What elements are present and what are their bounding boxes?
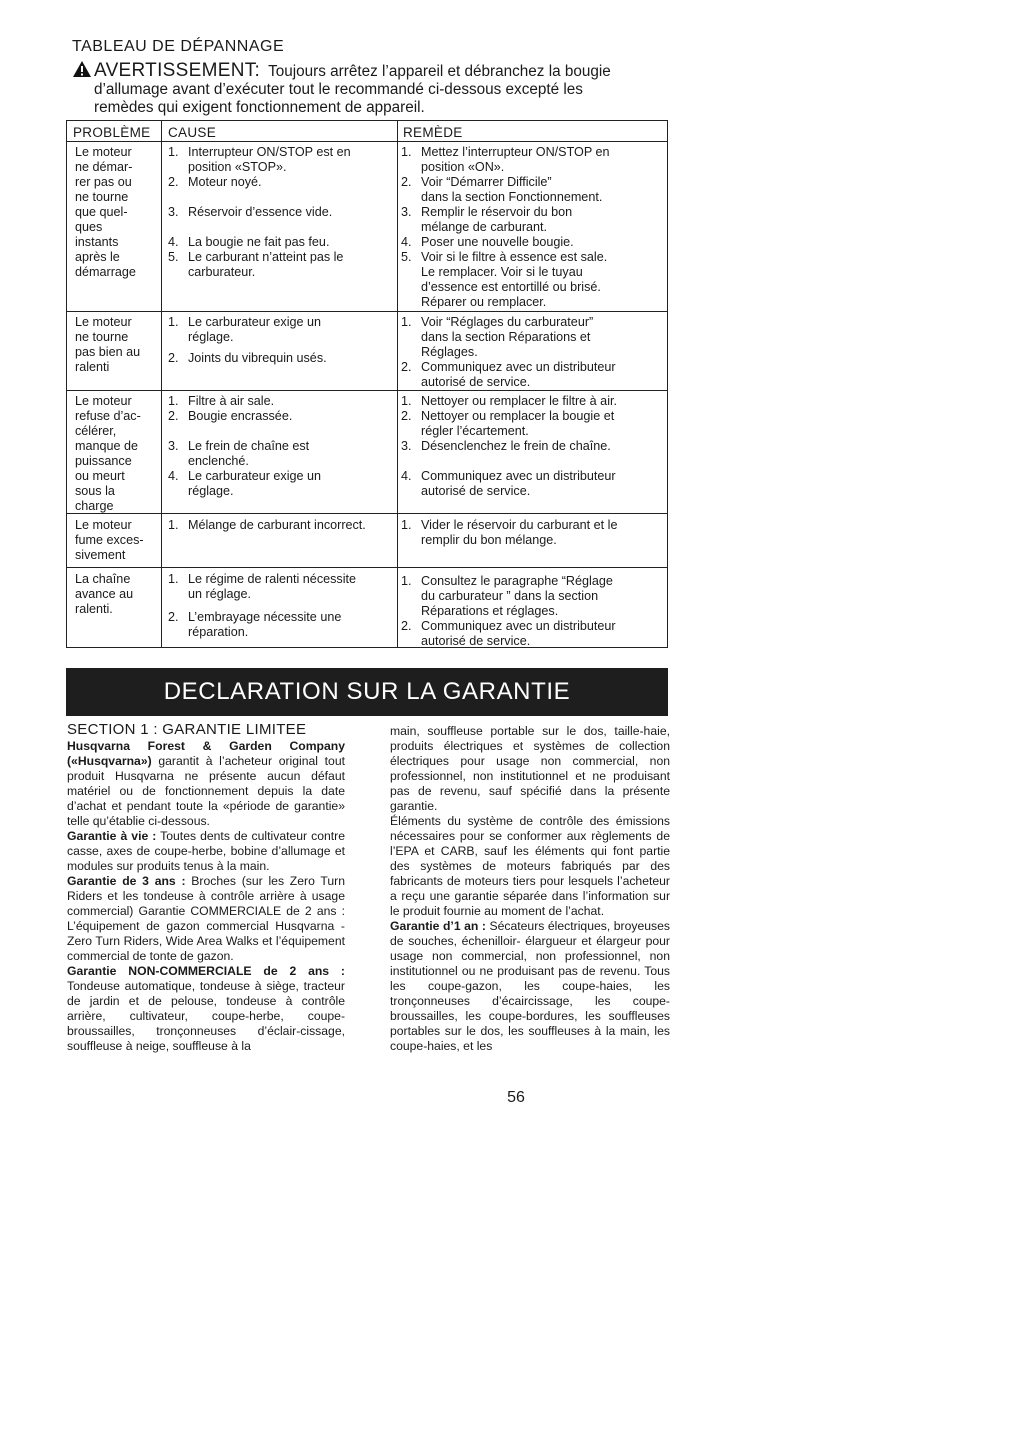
- row-divider: [67, 141, 667, 142]
- row-divider: [67, 567, 667, 568]
- row-divider: [67, 513, 667, 514]
- troubleshooting-table: [66, 120, 668, 648]
- remedy-list: [401, 145, 663, 310]
- list-item: 2. Communiquez avec un distributeur autorisé de service.: [401, 619, 616, 648]
- row-divider: [67, 311, 667, 312]
- list-item: 2. L’embrayage nécessite une réparation.: [168, 610, 342, 639]
- column-divider: [397, 121, 398, 647]
- warranty-paragraph: Garantie NON-COMMERCIALE de 2 ans : Tondeuse automatique, tondeuse à siège, tracteur de jardin et de pelouse, tondeuse à contrôle arrière, cultivateur, coupe-herbe, coupe-broussailles, tronçonneuses d’éclair-cissage, souffleuse à neige, souffleuse à la: [67, 964, 345, 1053]
- list-item: 4. Le carburateur exige un réglage.: [168, 469, 322, 498]
- list-item: 2. Nettoyer ou remplacer la bougie et régler l’écartement.: [401, 409, 615, 438]
- problem-cell: Le moteur fume exces- sivement: [75, 518, 144, 562]
- list-item: 1. Vider le réservoir du carburant et le remplir du bon mélange.: [401, 518, 618, 547]
- list-item: 2. Joints du vibrequin usés.: [168, 351, 327, 365]
- list-item: 2. Communiquez avec un distributeur autorisé de service.: [401, 360, 616, 389]
- list-item: 2. Voir “Démarrer Difficile” dans la section Fonctionnement.: [401, 175, 603, 204]
- problem-cell: Le moteur ne tourne pas bien au ralenti: [75, 315, 141, 374]
- list-item: 3. Le frein de chaîne est enclenché.: [168, 439, 310, 468]
- warning-triangle-icon: [72, 60, 92, 78]
- remedy-list: [401, 518, 663, 548]
- list-item: 1. Le régime de ralenti nécessite un réglage.: [168, 572, 357, 601]
- problem-cell: Le moteur refuse d’ac- célérer, manque de puissance ou meurt sous la charge: [75, 394, 141, 513]
- warning-text: d’allumage avant d’exécuter tout le recommandé ci-dessous excepté les remèdes qui exigent fonctionnement de appareil.: [94, 81, 583, 116]
- list-item: 1. Mélange de carburant incorrect.: [168, 518, 366, 532]
- list-item: 1. Interrupteur ON/STOP est en position «STOP».: [168, 145, 351, 174]
- list-item: 5. Voir si le filtre à essence est sale. Le remplacer. Voir si le tuyau d’essence est entortillé ou brisé. Réparer ou remplacer.: [401, 250, 608, 309]
- list-item: 1. Consultez le paragraphe “Réglage du carburateur ” dans la section Réparations et réglages.: [401, 574, 613, 618]
- warranty-paragraph: Husqvarna Forest & Garden Company («Husqvarna») garantit à l’acheteur original tout produit Husqvarna ne présente aucun défaut matériel ou de fonctionnement depuis la date d’achat et pendant toute la «période de garantie» telle qu’établie ci-dessous.: [67, 739, 345, 828]
- column-header-remedy: REMÈDE: [403, 125, 463, 140]
- warranty-column-left: [67, 722, 345, 1054]
- warning-title: AVERTISSEMENT:: [94, 60, 261, 81]
- list-item: 3. Réservoir d’essence vide.: [168, 205, 333, 219]
- list-item: 2. Bougie encrassée.: [168, 409, 293, 423]
- list-item: 2. Moteur noyé.: [168, 175, 262, 189]
- remedy-list: [401, 394, 663, 499]
- page-number: 56: [507, 1089, 525, 1106]
- problem-cell: Le moteur ne démar- rer pas ou ne tourne que quel- ques instants après le démarrage: [75, 145, 136, 279]
- list-item: 1. Filtre à air sale.: [168, 394, 275, 408]
- list-item: 1. Voir “Réglages du carburateur” dans la section Réparations et Réglages.: [401, 315, 594, 359]
- cause-list: [168, 315, 394, 366]
- list-item: 3. Désenclenchez le frein de chaîne.: [401, 439, 611, 453]
- list-item: 4. Poser une nouvelle bougie.: [401, 235, 574, 249]
- warranty-section-title: SECTION 1 : GARANTIE LIMITEE: [67, 721, 307, 738]
- row-divider: [67, 390, 667, 391]
- remedy-list: [401, 315, 663, 390]
- warranty-banner: DECLARATION SUR LA GARANTIE: [66, 668, 668, 716]
- list-item: 1. Mettez l’interrupteur ON/STOP en position «ON».: [401, 145, 610, 174]
- cause-list: [168, 394, 394, 499]
- column-divider: [161, 121, 162, 647]
- list-item: 1. Nettoyer ou remplacer le filtre à air.: [401, 394, 617, 408]
- section-heading: TABLEAU DE DÉPANNAGE: [72, 38, 285, 55]
- warning-first-line: Toujours arrêtez l’appareil et débranchez la bougie: [268, 63, 611, 80]
- cause-list: [168, 572, 394, 640]
- warranty-paragraph: Garantie d’1 an : Sécateurs électriques, broyeuses de souches, échenilloir- élargueur et élargeur pour usage non commercial, non professionnel, non institutionnel ou ne produisant pas de revenu. Tous les coupe-gazon, les coupe-haies, les tronçonneuses d’écaircissage, les coupe-broussailles, les coupe-bordures, les souffleuses portables sur le dos, les souffleuses à la main, les coupe-haies, et les: [390, 919, 670, 1053]
- remedy-list: [401, 574, 663, 649]
- problem-cell: La chaîne avance au ralenti.: [75, 572, 134, 616]
- cause-list: [168, 518, 394, 533]
- warranty-paragraph: Garantie à vie : Toutes dents de cultivateur contre casse, axes de coupe-herbe, bobine d’allumage et modules sur produits tenus à la main.: [67, 829, 346, 873]
- list-item: 4. La bougie ne fait pas feu.: [168, 235, 330, 249]
- warranty-paragraph: Garantie de 3 ans : Broches (sur les Zero Turn Riders et les tondeuse à contrôle arrière à usage commercial) Garantie COMMERCIALE de 2 ans : L’équipement de gazon commercial Husqvarna - Zero Turn Riders, Wide Area Walks et l’équipement commercial de tonte de gazon.: [67, 874, 345, 963]
- list-item: 4. Communiquez avec un distributeur autorisé de service.: [401, 469, 616, 498]
- warning-block: [72, 60, 657, 117]
- cause-list: [168, 145, 394, 280]
- column-header-problem: PROBLÈME: [73, 125, 151, 140]
- warranty-paragraph: Éléments du système de contrôle des émissions nécessaires pour se conformer aux règlements de l’EPA et CARB, sauf les éléments qui font partie des systèmes de moteurs fabriqués par des fabricants de moteurs tiers pour lesquels l’acheteur a reçu une garantie séparée dans l’information sur le produit fournie au moment de l’achat.: [390, 814, 670, 918]
- list-item: 3. Remplir le réservoir du bon mélange de carburant.: [401, 205, 573, 234]
- warranty-paragraph: main, souffleuse portable sur le dos, taille-haie, produits électriques et systèmes de collection électriques pour usage non commercial, non professionnel, non institutionnel et ne produisant pas de revenu, sauf spécifié dans la présente garantie.: [390, 724, 670, 813]
- list-item: 5. Le carburant n’atteint pas le carburateur.: [168, 250, 344, 279]
- list-item: 1. Le carburateur exige un réglage.: [168, 315, 322, 344]
- warranty-column-right: [390, 724, 670, 1054]
- column-header-cause: CAUSE: [168, 125, 217, 140]
